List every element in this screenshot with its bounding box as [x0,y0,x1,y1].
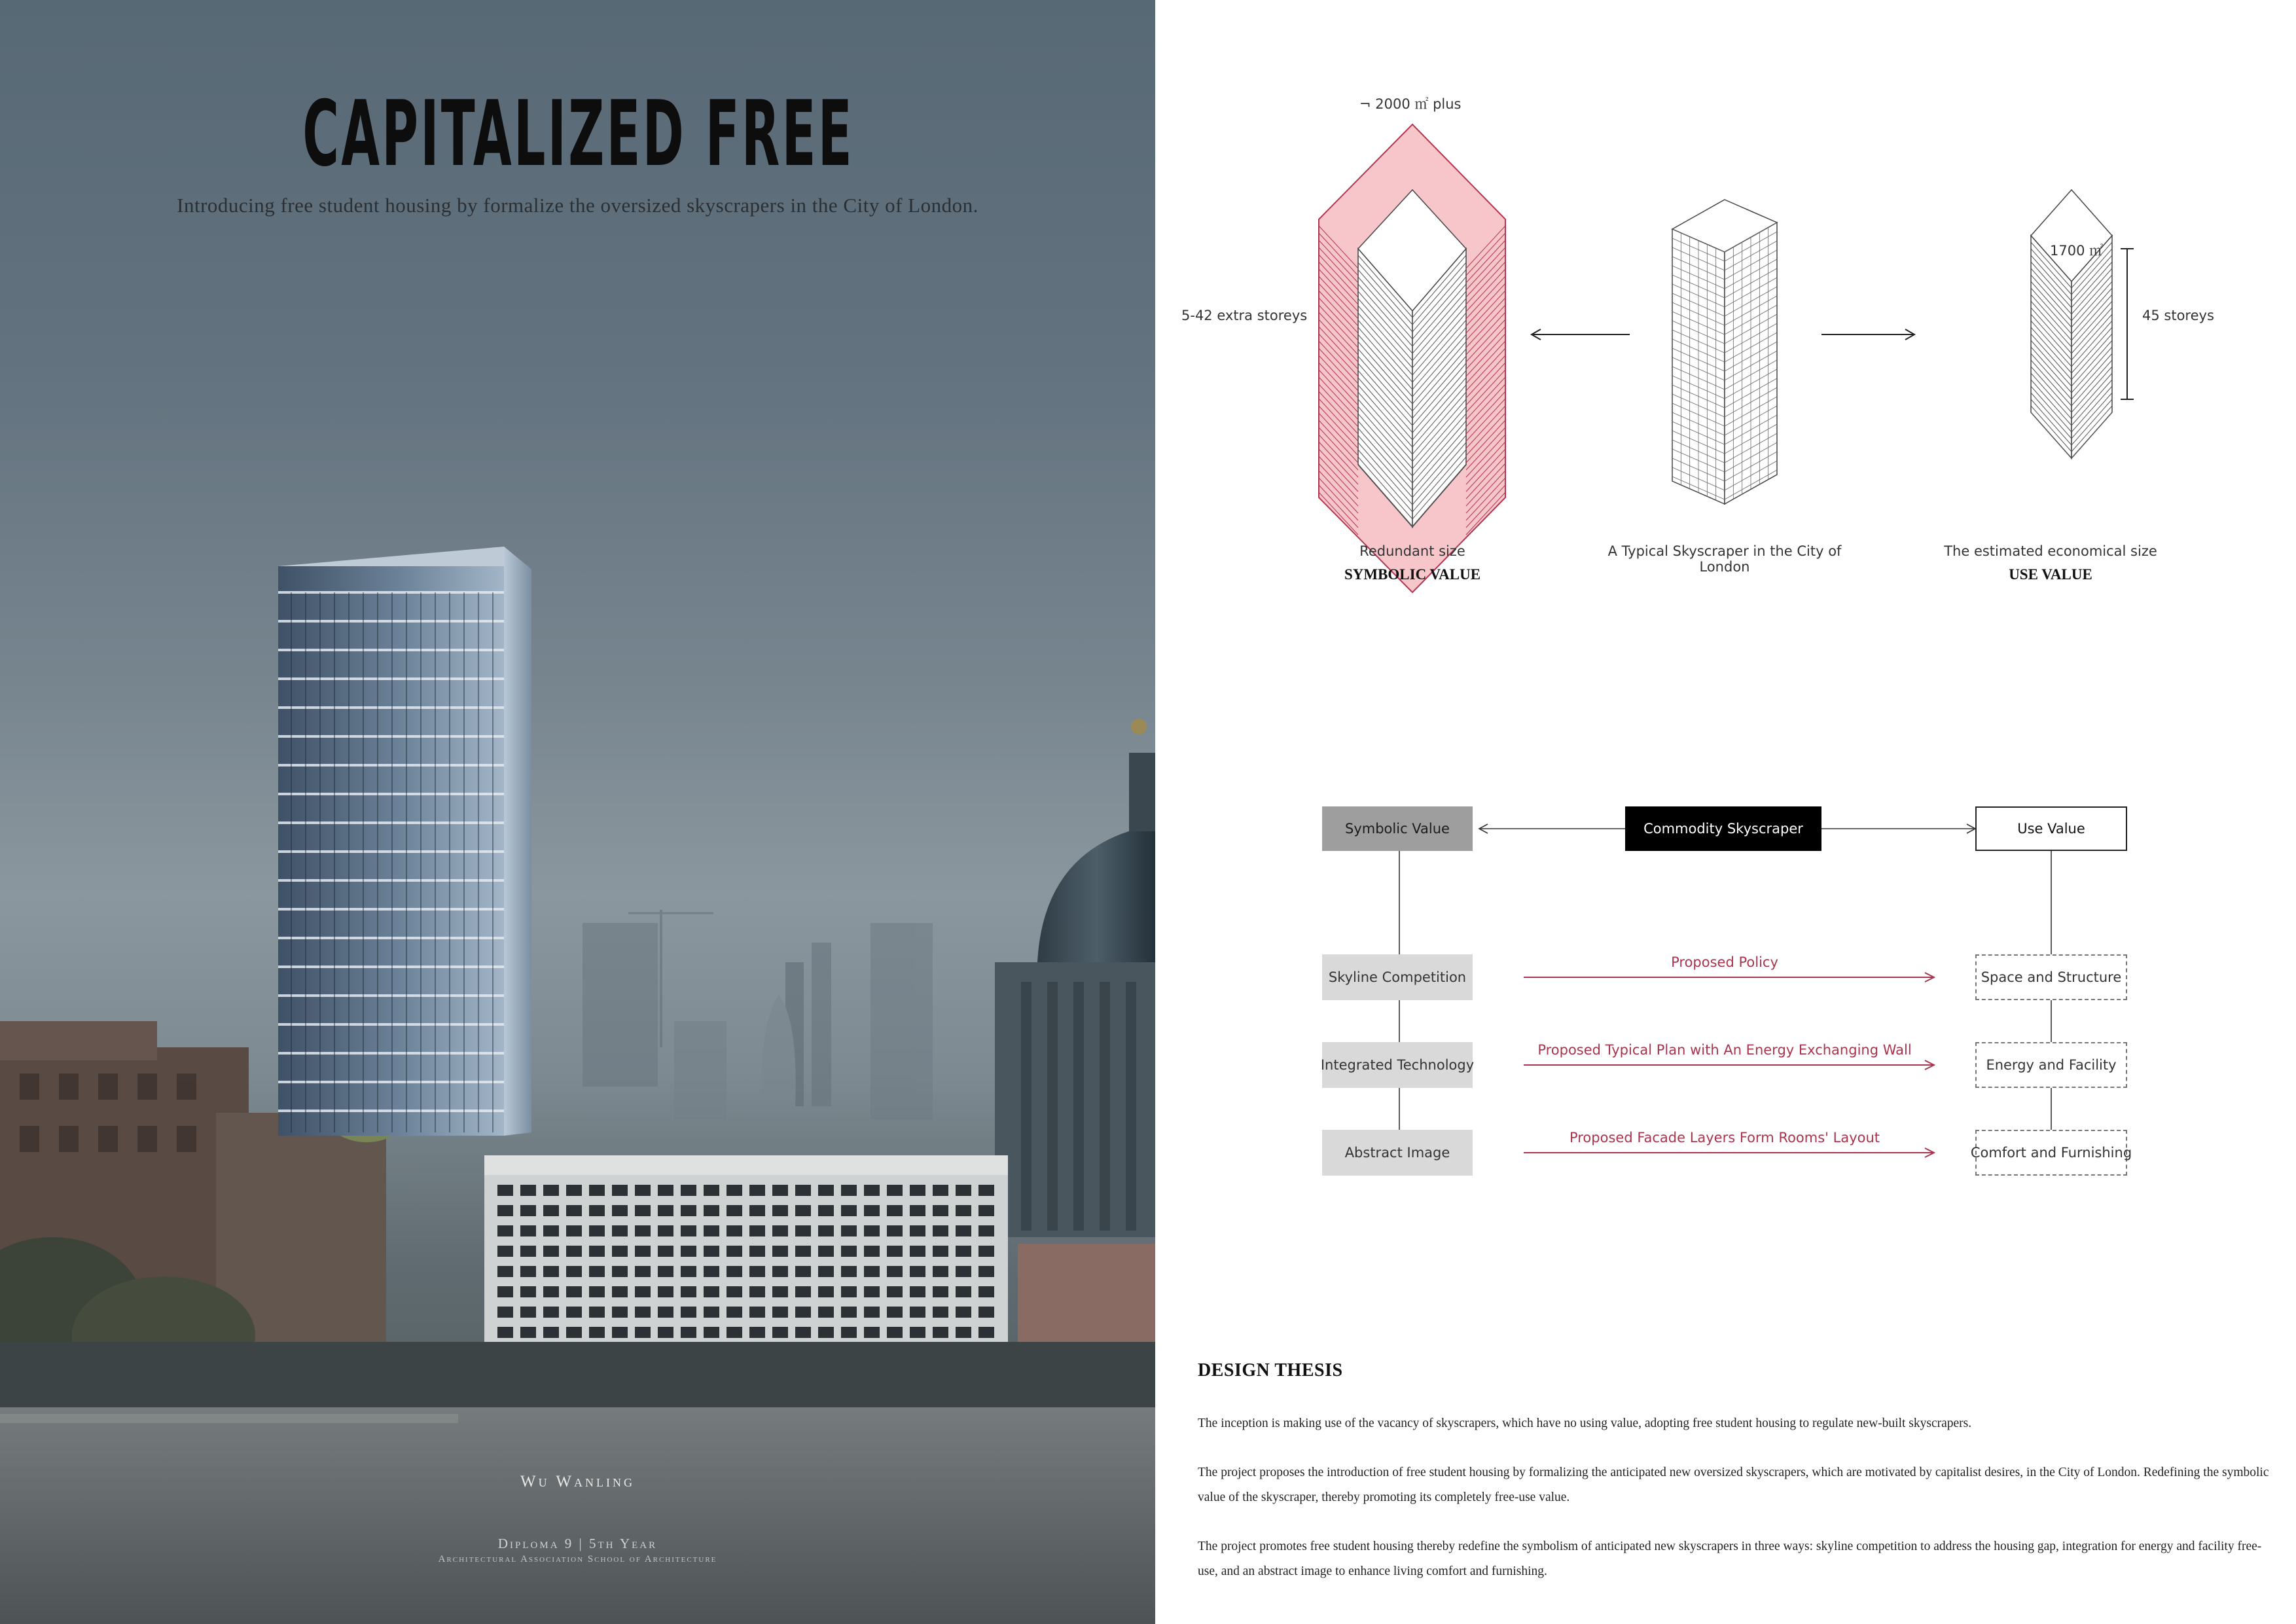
abstract-image-box: Abstract Image [1322,1130,1473,1176]
econ-area-label: 1700 ㎡ [2050,243,2104,259]
school-name: Architectural Association School of Architecture [438,1554,717,1564]
cover-subtitle: Introducing free student housing by formalize the oversized skyscrapers in the City of London. [177,194,978,217]
symbolic-value-caption: SYMBOLIC VALUE [1344,566,1481,583]
cover-title: CAPITALIZED FREE [302,81,854,187]
proposal-label-facade: Proposed Facade Layers Form Rooms' Layout [1569,1130,1880,1146]
area-plus-label: ¬ 2000 ㎡ plus [1359,96,1462,112]
thesis-paragraph-1: The inception is making use of the vacancy of skyscrapers, which have no using value, adopting free student housing to regulate new-built skyscrapers. [1198,1416,1972,1430]
diagram-panel [1155,0,2296,1624]
redundant-caption: Redundant size [1359,543,1465,559]
energy-facility-box: Energy and Facility [1975,1042,2127,1088]
use-value-box: Use Value [1975,806,2127,851]
integrated-technology-box: Integrated Technology [1322,1042,1473,1088]
space-structure-box: Space and Structure [1975,954,2127,1000]
economical-caption: The estimated economical size [1944,543,2157,559]
typical-skyscraper-diagram [1672,200,1777,504]
extra-storeys-label: 5-42 extra storeys [1181,308,1308,323]
skyline-competition-box: Skyline Competition [1322,954,1473,1000]
course-info: Diploma 9 | 5th Year [497,1536,658,1551]
embankment [0,1342,1155,1414]
typical-caption: A Typical Skyscraper in the City of London [1607,543,1842,575]
river [0,1407,1155,1624]
symbolic-value-box: Symbolic Value [1322,806,1473,851]
commodity-skyscraper-box: Commodity Skyscraper [1625,806,1821,851]
proposal-label-policy: Proposed Policy [1671,954,1778,970]
econ-storeys-label: 45 storeys [2142,308,2214,323]
proposal-label-plan: Proposed Typical Plan with An Energy Exchanging Wall [1537,1042,1912,1058]
glass-tower [278,547,531,1136]
white-office-building [484,1155,1008,1365]
distant-buildings [583,910,933,1119]
thesis-paragraph-2: The project proposes the introduction of free student housing by formalizing the anticipated new oversized skyscrapers, which are motivated by capitalist desires, in the City of London. Redefining the symbolic value of the skyscraper, thereby promoting its completely free-use value. [1198,1466,2269,1504]
thesis-paragraph-3: The project promotes free student housing thereby redefine the symbolism of anticipated new skyscrapers in three ways: skyline competition to address the housing gap, integration for energy and facility free-use, and an abstract image to enhance living comfort and furnishing. [1198,1540,2262,1578]
redundant-size-diagram [1319,124,1505,592]
dome-building [995,719,1155,1237]
economical-size-diagram [2031,190,2134,458]
comfort-furnishing-box: Comfort and Furnishing [1975,1130,2127,1176]
design-thesis-title: DESIGN THESIS [1198,1360,1343,1380]
use-value-caption: USE VALUE [2009,566,2092,583]
author-name: Wu Wanling [520,1473,635,1490]
